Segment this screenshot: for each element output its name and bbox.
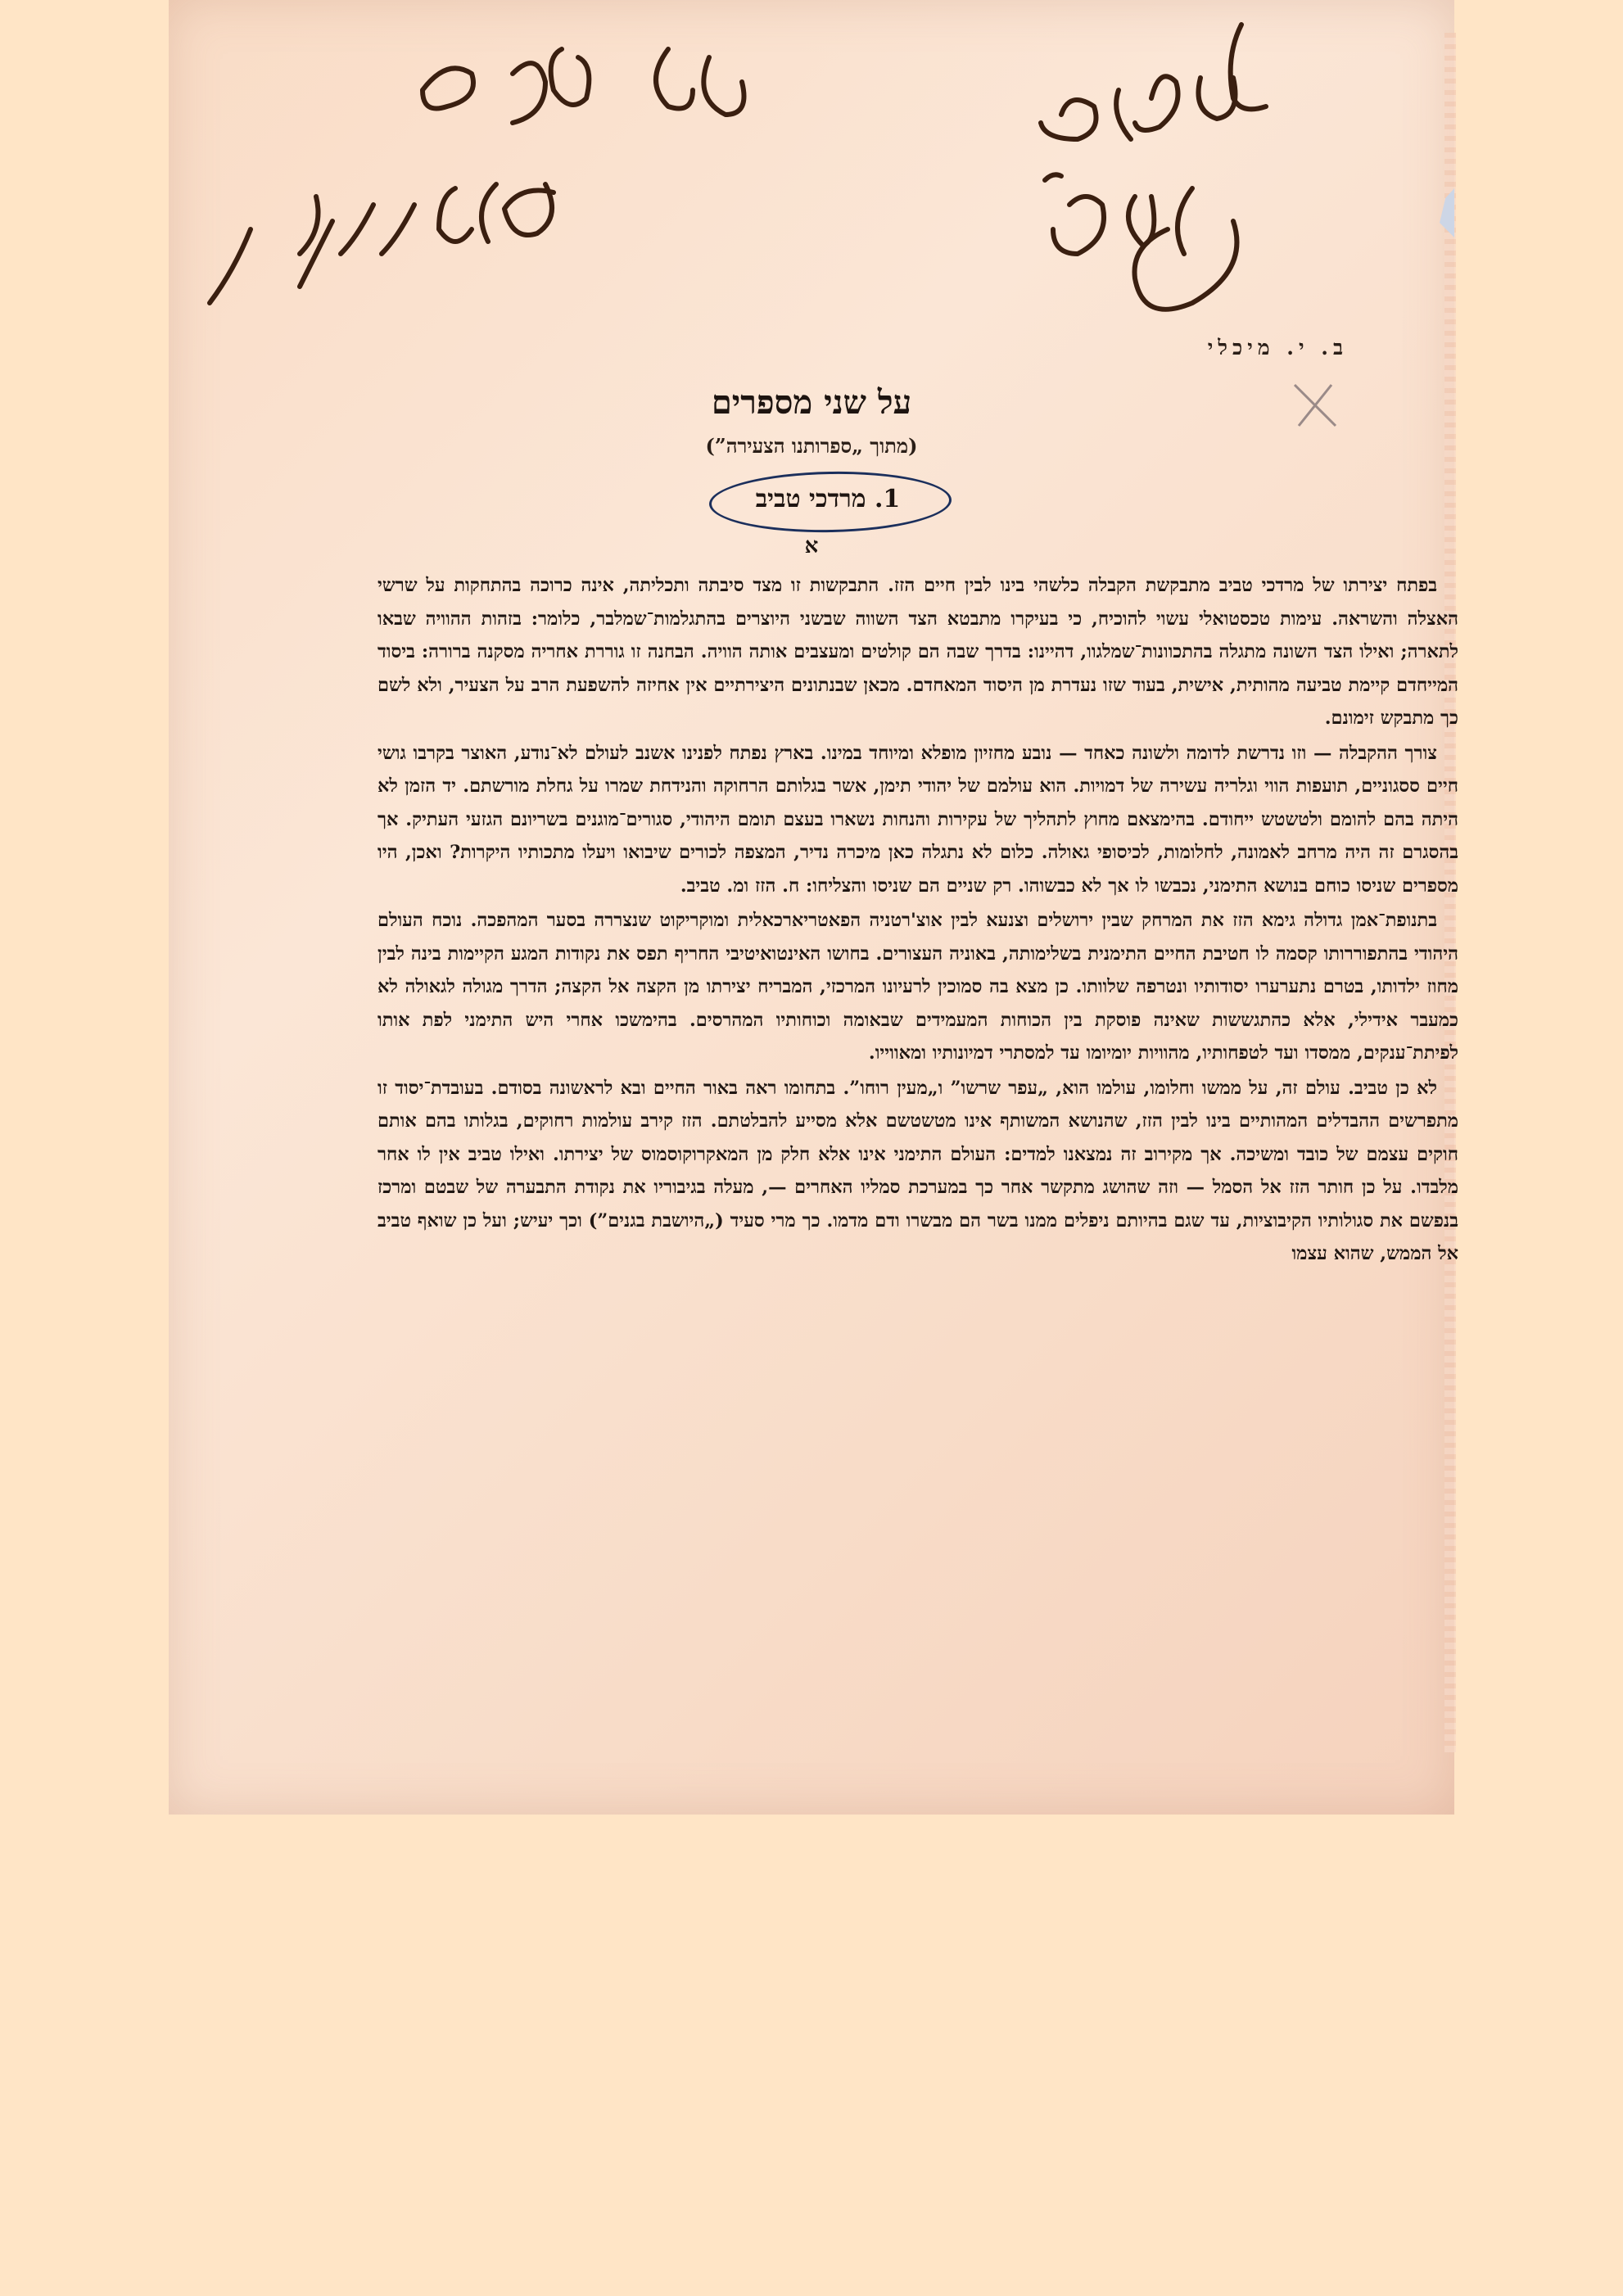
paragraph: צורך ההקבלה — וזו נדרשת לדומה ולשונה כאחד — נובע מחזיון מופלא ומיוחד במינו. בארץ נפתח לפנינו אשנב לעולם לא־נודע, האוצר בקרבו גושי חיים ססגוניים, תועפות הווי וגלריה עשירה של דמויות. הוא עולמם של יהודי תימן, אשר בגלותם הרחוקה והנידחת שמרו על גחלת מורשתם. יד הזמן לא היתה בהם להומם ולטשטש ייחודם. בהימצאם מחוץ לתהליך של עקירות והנחות נשארו בעצם תומם היהודי, סגורים־מוגנים בשריונם הגזעי העתיק. אך בהסגרם זה היה מרחב לאמונה, לחלומות, לכיסופי גאולה. כלום לא נתגלה כאן מיכרה נדיר, המצפה לכורים שיבואו ויעלו מתכותיו היקרות? ואכן, היו מספרים שניסו כוחם בנושא התימני, נכבשו לו אך לא כבשוהו. רק שניים הם שניסו והצליחו: ח. הזז ומ. טביב. [377, 742, 1458, 897]
handwritten-inscription [169, 0, 1454, 360]
paragraph: לא כן טביב. עולם זה, על ממשו וחלומו, עולמו הוא, „עפר שרשו” ו„מעין רוחו”. בתחומו ראה באור החיים ובא לראשונה בסודם. בעובדת־יסוד זו מתפרשים ההבדלים המהותיים בינו לבין הזז, שהנושא המשותף אינו מטשטשם אלא מסייע להבלטתם. הזז קירב עולמות רחוקים, בגלותו בהם אותם חוקים עצמם של כובד ומשיכה. אך מקירוב זה נמצאנו למדים: העולם התימני אינו אלא חלק מן המאקרוקוסמוס של יצירתו. ואילו טביב אין לו אחר מלבדו. על כן חותר הזז אל הסמל — וזה שהושג מתקשר אחר כך במערכת סמליו האחרים —, מעלה בגיבוריו את נקודת התבערה של שבטם ומרכז בנפשם את סגולותיו הקיבוציות, עד שגם בהיותם ניפלים ממנו בשר הם מבשרו ודם מדמו. כך מרי סעיד („היושבת בגנים”) וכך יעיש; ועל כן שואף טביב אל הממש, שהוא עצמו [377, 1077, 1458, 1264]
page-subtitle: (מתוך „ספרותנו הצעירה”) [705, 434, 918, 458]
paragraph: בפתח יצירתו של מרדכי טביב מתבקשת הקבלה כלשהי בינו לבין חיים הזז. התבקשות זו מצד סיבתה ותכליתה, אינה כרוכה בהתחקות על שרשי האצלה והשראה. עימות טכסטואלי עשוי להוכיח, כי בעיקרו מתבטא הצד השווה שבשני היוצרים בהתגלמות־שמלבר, כלומר: בזהות ההוויה שבאו לתארה; ואילו הצד השונה מתגלה בהתכוונות־שמלגוו, דהיינו: בדרך שבה הם קולטים ומעצבים אותה הוויה. הבחנה זו גוררת אחריה מסקנה ברורה: ביסוד המייחדם קיימת טביעה מהותית, אישית, בעוד שזו נעדרת מן היסוד המאחדם. מכאן שבנתונים היצירתיים אין אחיזה להשפעת הרב על הצעיר, ולא לשם כך מתבקש זימונם. [377, 575, 1458, 729]
subsection-letter: א [804, 534, 819, 558]
page-title: על שני מספרים [711, 383, 912, 422]
paragraph: בתנופת־אמן גדולה גימא הזז את המרחק שבין ירושלים וצנעא לבין אוצ'רטניה הפאטריארכאלית ומוקריקוט שנצררה בסער המהפכה. נוכח העולם היהודי בהתפוררותו קסמה לו חטיבת החיים התימנית בשלימותה, באוניה העצורים. בחושו האינטואיטיבי החריף תפס את נקודות המגע הקיימות בינה לבין מחוז ילדותו, בטרם נתערערו יסודותיו ונטרפה שלוותו. כן מצא בה סמוכין לרעיונו המרכזי, המבריח יצירתו מן הקצה אל הקצה; הדרך מגולה לגאולה לא כמעבר אידילי, אלא כהתגששות שאינה פוסקת בין הכוחות המעמידים שבאומה וכוחותיו המהרסים. בהימשכו אחרי היש התימני לפת אותו לפיתת־ענקים, ממסדו ועד לטפחותיו, מהוויות יומיומו עד למסתרי דמיונותיו ומאווייו. [377, 910, 1458, 1064]
author-name: ב. י. מיכלי [1207, 336, 1348, 359]
document-page [169, 0, 1458, 1815]
section-heading: 1. מרדכי טביב [755, 485, 901, 513]
article-body [377, 569, 1458, 1662]
